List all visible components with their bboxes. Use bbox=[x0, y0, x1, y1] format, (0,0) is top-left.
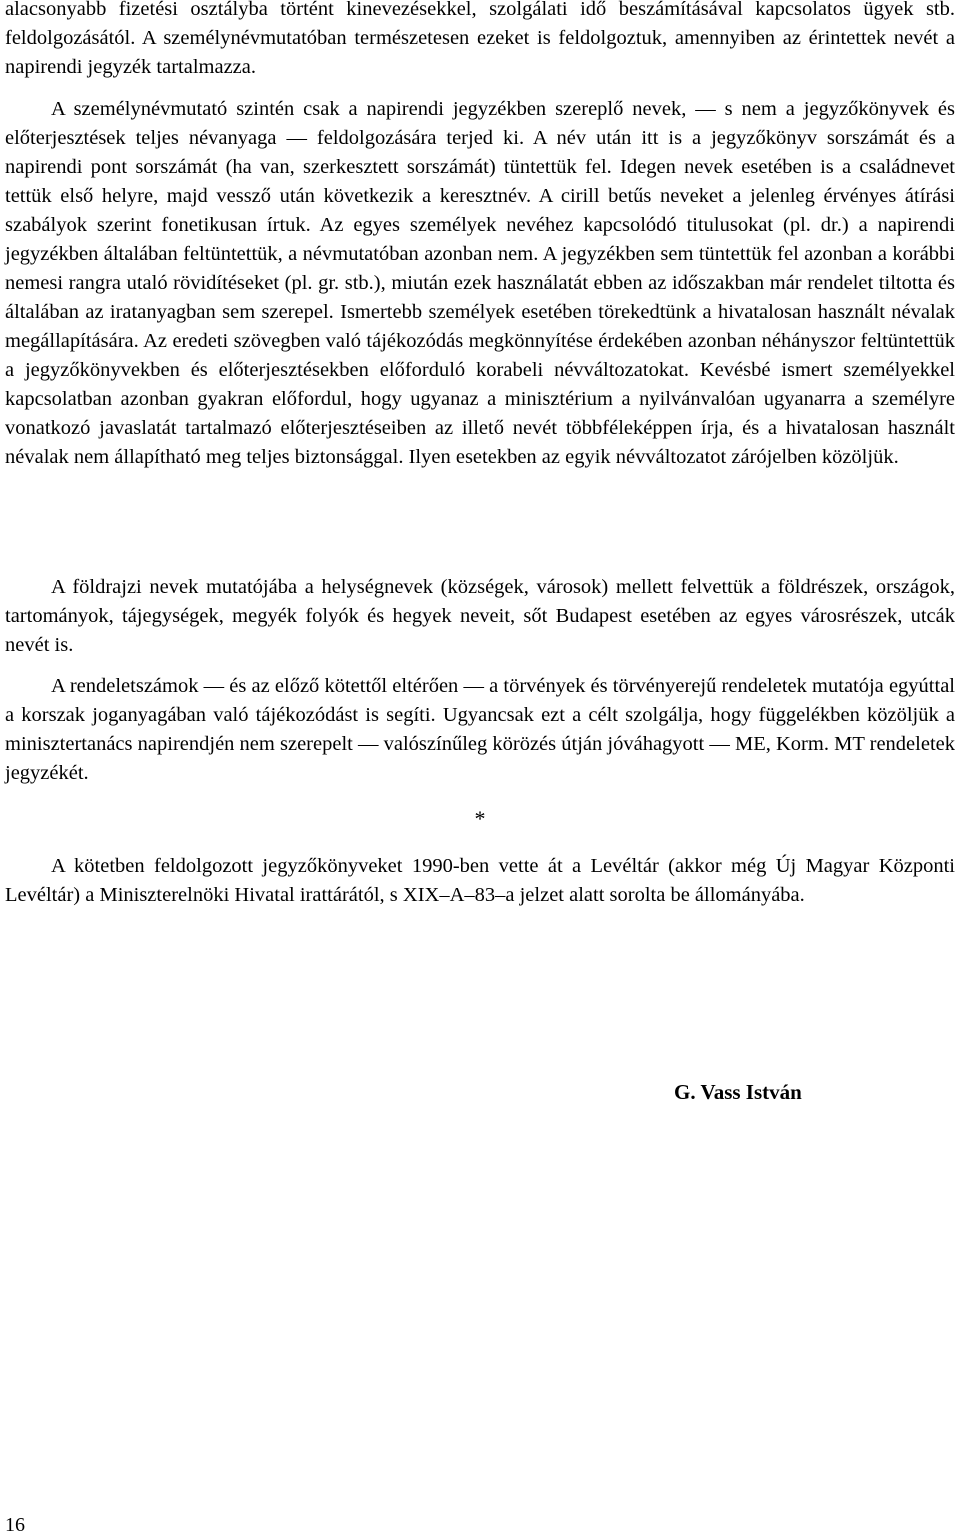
paragraph-2: A személynévmutató szintén csak a napirendi jegyzékben szereplő nevek, — s nem a jegyzőkönyvek és előterjesztések teljes névanyaga — feldolgozására terjed ki. A név után itt is a jegyzőkönyv sorszámát és a napirendi pont sorszámát (ha van, szerkesztett sorszámát) tüntettük fel. Idegen nevek esetében is a családnevet tettük első helyre, majd vessző után következik a keresztnév. A cirill betűs neveket a jelenleg érvényes átírási szabályok szerint fonetikusan írtuk. Az egyes személyek nevéhez kapcsolódó titulusokat (pl. dr.) a napirendi jegyzékben általában feltüntettük, a névmutatóban azonban nem. A jegyzékben sem tüntettük fel azonban a korábbi nemesi rangra utaló rövidítéseket (pl. gr. stb.), miután ezek használatát ebben az időszakban már rendelet tiltotta és általában az iratanyagban sem szerepel. Ismertebb személyek esetében törekedtünk a hivatalosan használt névalak megállapítására. Az eredeti szövegben való tájékozódás megkönnyítése érdekében azonban néhányszor feltüntettük a jegyzőkönyvekben és előterjesztésekben előforduló korabeli névváltozatokat. Kevésbé ismert személyekkel kapcsolatban azonban gyakran előfordul, hogy ugyanaz a minisztérium a nyilvánvalóan ugyanarra a személyre vonatkozó javaslatát tartalmazó előterjesztéseiben az illető nevét többféleképpen írja, és a hivatalosan használt névalak nem állapítható meg teljes biztonsággal. Ilyen esetekben az egyik névváltozatot zárójelben közöljük. bbox=[5, 98, 955, 468]
paragraph-1: alacsonyabb fizetési osztályba történt kinevezésekkel, szolgálati idő beszámításával kapcsolatos ügyek stb. feldolgozásától. A személynévmutatóban természetesen ezeket is feldolgoztuk, amennyiben az érintettek nevét a napirendi jegyzék tartalmazza. bbox=[5, 0, 955, 78]
author-signature: G. Vass István bbox=[674, 1080, 802, 1104]
paragraph-3: A földrajzi nevek mutatójába a helységnevek (községek, városok) mellett felvettük a földrészek, országok, tartományok, tájegységek, megyék folyók és hegyek neveit, sőt Budapest esetében az egyes városrészek, utcák nevét is. bbox=[5, 576, 955, 656]
paragraph-5: A kötetben feldolgozott jegyzőkönyveket 1990-ben vette át a Levéltár (akkor még Új Magyar Központi Levéltár) a Miniszterelnöki Hivatal irattárától, s XIX–A–83–a jelzet alatt sorolta be állományába. bbox=[5, 855, 955, 906]
paragraph-4: A rendeletszámok — és az előző kötettől eltérően — a törvények és törvényerejű rendeletek mutatója egyúttal a korszak joganyagában való tájékozódást is segíti. Ugyancsak ezt a célt szolgálja, hogy függelékben közöljük a minisztertanács napirendjén nem szerepelt — valószínűleg körözés útján jóváhagyott — ME, Korm. MT rendeletek jegyzékét. bbox=[5, 675, 955, 784]
section-separator: * bbox=[474, 806, 486, 831]
page-number: 16 bbox=[5, 1514, 25, 1536]
